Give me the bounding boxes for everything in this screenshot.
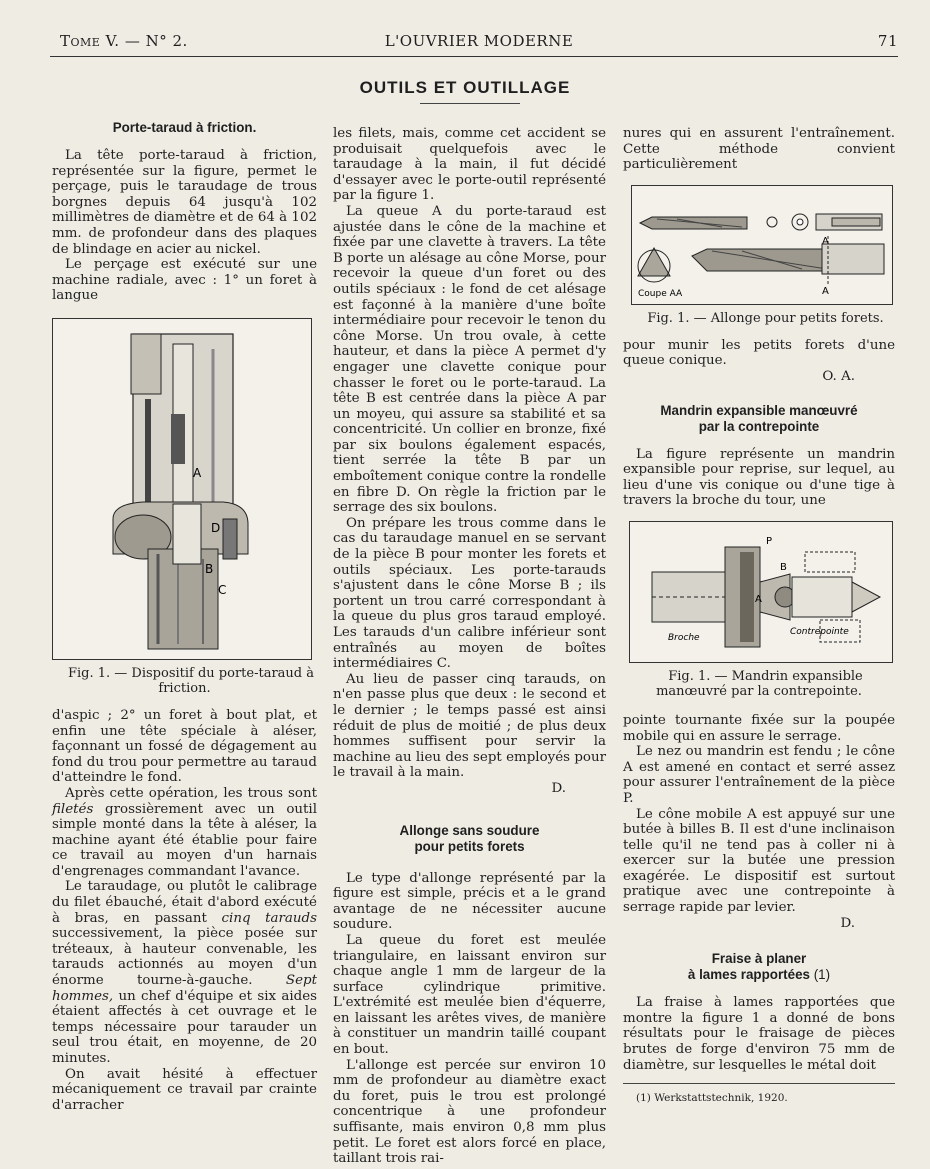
paragraph: d'aspic ; 2° un foret à bout plat, et enfin une tête spéciale à aléser, façonnant un fossé de dégagement au fond du trou pour permettre au taraud d'atteindre le fond. (52, 707, 317, 786)
figure-caption: Fig. 1. — Dispositif du porte-taraud à friction. (67, 665, 314, 696)
journal-title: L'OUVRIER MODERNE (384, 32, 574, 50)
paragraph: Le cône mobile A est appuyé sur une butée à billes B. Il est d'une inclinaison telle qu'il ne tend pas à coller ni à exercer sur la butée une pression exagérée. Le dispositif est surtout pratique avec une contrepointe à serrage rapide par levier. (623, 806, 895, 916)
paragraph: Après cette opération, les trous sont filetés grossièrement avec un outil simple monté dans la tête à aléser, la machine ayant été établie pour faire ce travail au moyen d'un harnais d'engrenages commandant l'avance. (52, 785, 317, 879)
label-c: C (218, 582, 227, 597)
article-title-porte-taraud: Porte-taraud à friction. (112, 120, 257, 135)
porte-taraud-drawing (53, 319, 311, 659)
running-header (60, 32, 898, 54)
label-a: A (193, 465, 202, 480)
paragraph: Le taraudage, ou plutôt le calibrage du filet ébauché, était d'abord exécuté à bras, en passant cinq tarauds successivement, la pièce posée sur tréteaux, à hauteur convenable, les tarauds actionnés au moyen d'un énorme tourne-à-gauche. Sept hommes, un chef d'équipe et six aides étaient affectés à cet ouvrage et le temps nécessaire pour tarauder un seul trou était, en moyenne, de 20 minutes. (52, 879, 317, 1066)
figure-caption: Fig. 1. — Allonge pour petits forets. (647, 310, 884, 326)
paragraph: On prépare les trous comme dans le cas du taraudage manuel en se servant de la pièce B pour monter les forets et outils spéciaux. Les porte-tarauds s'ajustent dans le cône Morse B ; ils portent un trou carré correspondant à la queue du plus gros taraud employé. Les tarauds d'un calibre inférieur sont entraînés au moyen de boîtes intermédiaires C. (333, 515, 606, 672)
paragraph: Le nez ou mandrin est fendu ; le cône A est amené en contact et serré assez pour assurer l'entraînement de la pièce P. (623, 744, 895, 806)
article-title-fraise: Fraise à planer à lames rapportées (1) (687, 951, 831, 983)
figure-caption: Fig. 1. — Mandrin expansible manœuvré par la contrepointe. (656, 668, 863, 699)
signature: D. (551, 780, 566, 796)
paragraph: La tête porte-taraud à friction, représentée sur la figure, permet le perçage, puis le taraudage de trous borgnes depuis 64 jusqu'à 102 millimètres de diamètre et de 64 à 102 mm. de profondeur dans des plaques de blindage en acier au nickel. (52, 148, 317, 257)
label-a-bottom: A (822, 285, 829, 297)
paragraph: Le type d'allonge représenté par la figure est simple, précis et a le grand avantage de ne nécessiter aucune soudure. (333, 870, 606, 933)
article-title-mandrin: Mandrin expansible manœuvré par la contrepointe (660, 402, 858, 434)
label-b: B (205, 561, 214, 576)
signature: D. (840, 915, 855, 931)
section-title-rule (420, 103, 520, 104)
figure-porte-taraud (52, 318, 312, 660)
signature: O. A. (822, 368, 855, 384)
label-coupe-aa: Coupe AA (638, 288, 683, 299)
paragraph: Le perçage est exécuté sur une machine radiale, avec : 1° un foret à langue (52, 257, 317, 304)
column-1 (52, 120, 317, 1113)
label-a: A (755, 593, 762, 605)
page-number: 71 (877, 32, 898, 50)
paragraph: Au lieu de passer cinq tarauds, on n'en passe plus que deux : le second et le dernier ; le temps passé est ainsi réduit de plus de moitié ; de plus deux hommes suffisent pour servir la machine au lieu des sept employés pour le travail à la main. (333, 671, 606, 781)
label-broche: Broche (668, 632, 700, 643)
label-d: D (211, 520, 221, 535)
mandrin-drawing (630, 522, 892, 662)
paragraph: pour munir les petits forets d'une queue conique. (623, 337, 895, 369)
paragraph: La queue du foret est meulée triangulaire, en laissant environ sur chaque angle 1 mm de largeur de la surface cylindrique primitive. L'extrémité est meulée bien d'équerre, en laissant les arêtes vives, de manière à constituer un mandrin taillé coupant en bout. (333, 932, 606, 1058)
footnote-rule (623, 1083, 895, 1084)
paragraph: La queue A du porte-taraud est ajustée dans le cône de la machine et fixée par une clavette à travers. La tête B porte un alésage au cône Morse, pour recevoir la queue d'un foret ou des outils spéciaux : le fond de cet alésage est façonné à la manière d'une boîte intermédiaire pour recevoir le tenon du cône Morse. Un trou ovale, à cette hauteur, et dans la pièce A permet d'y engager une clavette conique pour chasser le foret ou le porte-taraud. La tête B est centrée dans la pièce A par un moyeu, qui assure sa stabilité et sa concentricité. Un collier en bronze, fixé par six boulons également espacés, tient serrée la tête B par un emboîtement conique contre la rondelle en fibre D. On règle la friction par le serrage des six boulons. (333, 203, 606, 516)
paragraph: L'allonge est percée sur environ 10 mm de profondeur au diamètre exact du foret, puis le trou est prolongé concentrique à une profondeur suffisante, mais environ 0,8 mm plus petit. Le foret est alors forcé en place, taillant trois rai- (333, 1057, 606, 1167)
label-contrepointe: Contrepointe (790, 626, 849, 637)
section-title: OUTILS ET OUTILLAGE (359, 78, 571, 97)
paragraph: On avait hésité à effectuer mécaniquement ce travail par crainte d'arracher (52, 1066, 317, 1113)
paragraph: les filets, mais, comme cet accident se produisait quelquefois avec le taraudage à la main, il fut décidé d'essayer avec le porte-outil représenté par la figure 1. (333, 126, 606, 204)
article-title-allonge: Allonge sans soudure pour petits forets (399, 822, 540, 854)
volume-issue: Tome V. — N° 2. (60, 32, 188, 50)
column-2 (333, 126, 606, 1167)
label-p: P (766, 535, 773, 547)
label-b: B (780, 561, 787, 573)
paragraph: nures qui en assurent l'entraînement. Cette méthode convient particulièrement (623, 126, 895, 173)
paragraph: La fraise à lames rapportées que montre la figure 1 a donné de bons résultats pour le fraisage de pièces brutes de forge d'environ 75 mm de diamètre, sur lesquelles le métal doit (623, 995, 895, 1073)
footnote: (1) Werkstattstechnik, 1920. (636, 1092, 788, 1105)
paragraph: La figure représente un mandrin expansible pour reprise, sur lequel, au lieu d'une vis conique ou d'une tige à travers la broche du tour, une (623, 446, 895, 509)
paragraph: pointe tournante fixée sur la poupée mobile qui en assure le serrage. (623, 712, 895, 744)
allonge-drawing (632, 186, 892, 304)
column-3 (623, 126, 895, 1104)
figure-allonge (631, 185, 893, 305)
header-rule (50, 56, 898, 57)
label-a-top: A (822, 235, 829, 247)
figure-mandrin (629, 521, 893, 663)
